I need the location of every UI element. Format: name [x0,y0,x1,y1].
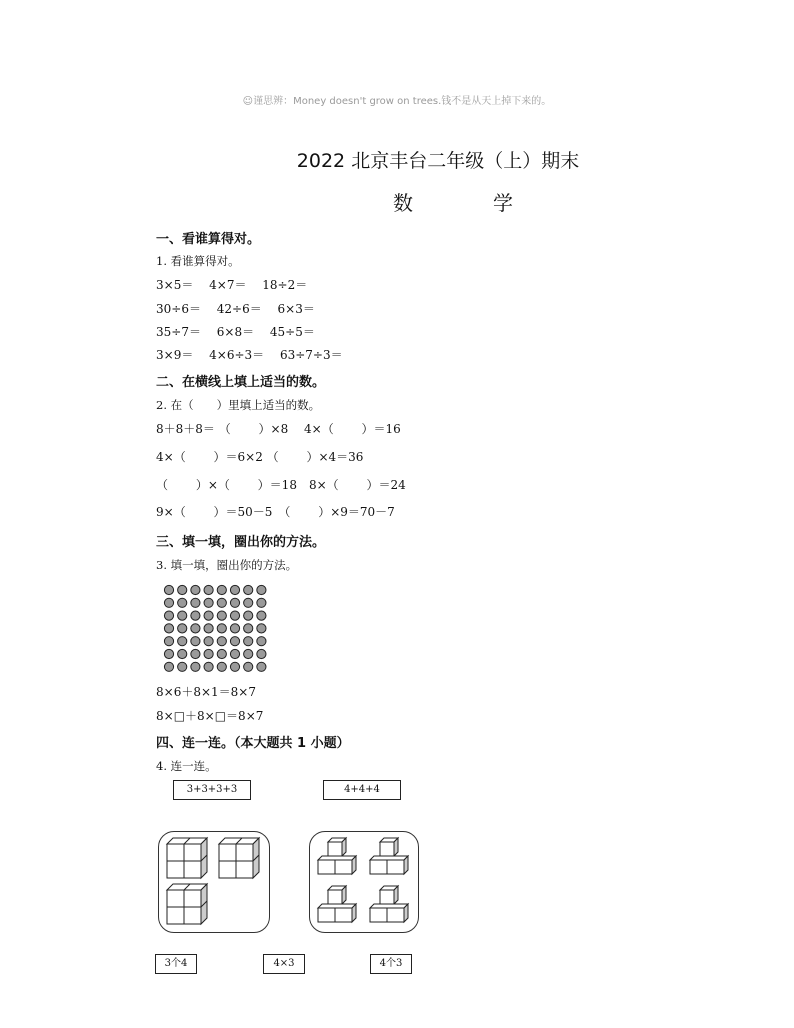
section-1-heading: 一、看谁算得对。 [156,232,261,247]
method-line: 8×□＋8×□＝8×7 [156,709,264,723]
dot [204,585,213,594]
dot-array [163,584,271,674]
bottom-box-4-times-3[interactable]: 4×3 [263,954,305,974]
dot [191,662,200,671]
dot [257,598,266,607]
section-2-heading: 二、在横线上填上适当的数。 [156,375,326,390]
dot [230,585,239,594]
calc-line: 30÷6＝ 42÷6＝ 6×3＝ [156,302,315,316]
dot [204,662,213,671]
dot [217,624,226,633]
cube-blocks-illustration [159,832,269,932]
dot [230,624,239,633]
question-2: 2. 在（ ）里填上适当的数。 [156,398,321,412]
dot [257,662,266,671]
dot [191,624,200,633]
dot [178,637,187,646]
bottom-box-3-groups-of-4[interactable]: 3个4 [155,954,197,974]
dot [244,649,253,658]
dot [244,624,253,633]
fill-line: （ ）×（ ）＝18 8×（ ）＝24 [156,478,406,492]
cube-stacks-illustration [310,832,418,932]
dot [217,611,226,620]
exam-title: 2022 北京丰台二年级（上）期末 [296,150,580,172]
dot [191,637,200,646]
section-3-heading: 三、填一填，圈出你的方法。 [156,535,326,550]
dot [257,637,266,646]
dot [204,649,213,658]
dot [217,585,226,594]
dot [257,585,266,594]
dot [164,637,173,646]
dot [257,611,266,620]
top-box-sum-4[interactable]: 4+4+4 [323,780,401,800]
dot [164,649,173,658]
dot [191,649,200,658]
method-line: 8×6＋8×1＝8×7 [156,685,256,699]
fill-line: 9×（ ）＝50－5 （ ）×9＝70－7 [156,505,395,519]
dot [178,598,187,607]
dot [204,624,213,633]
calc-line: 3×9＝ 4×6÷3＝ 63÷7÷3＝ [156,348,343,362]
dot [178,649,187,658]
dot [217,637,226,646]
dot [178,662,187,671]
dot [257,649,266,658]
top-box-sum-3[interactable]: 3+3+3+3 [173,780,251,800]
question-3: 3. 填一填，圈出你的方法。 [156,558,298,572]
cube-card-left[interactable] [158,831,270,933]
dot [244,611,253,620]
watermark: ☺谨思辨：Money doesn't grow on trees.钱不是从天上掉下来的。 [242,96,552,107]
question-4: 4. 连一连。 [156,759,217,773]
dot [230,649,239,658]
section-4-heading: 四、连一连。（本大题共 1 小题） [156,736,350,751]
dot [230,611,239,620]
dot [178,585,187,594]
dot [178,624,187,633]
dot [244,662,253,671]
exam-subject: 数 学 [393,191,543,215]
dot [244,637,253,646]
bottom-box-4-groups-of-3[interactable]: 4个3 [370,954,412,974]
dot [244,585,253,594]
dot [244,598,253,607]
dot [230,598,239,607]
dot [191,598,200,607]
dot [164,624,173,633]
fill-line: 4×（ ）＝6×2 （ ）×4＝36 [156,450,364,464]
dot [164,662,173,671]
calc-line: 35÷7＝ 6×8＝ 45÷5＝ [156,325,315,339]
dot [191,611,200,620]
dot [217,662,226,671]
fill-line: 8＋8＋8＝ （ ）×8 4×（ ）＝16 [156,422,401,436]
question-1: 1. 看谁算得对。 [156,254,240,268]
dot [204,611,213,620]
dot [230,662,239,671]
dot [257,624,266,633]
dot [230,637,239,646]
calc-line: 3×5＝ 4×7＝ 18÷2＝ [156,278,308,292]
dot [204,637,213,646]
dot [204,598,213,607]
cube-card-right[interactable] [309,831,419,933]
dot [217,598,226,607]
dot [164,598,173,607]
dot [191,585,200,594]
dot [164,611,173,620]
dot [217,649,226,658]
dot [178,611,187,620]
dot [164,585,173,594]
